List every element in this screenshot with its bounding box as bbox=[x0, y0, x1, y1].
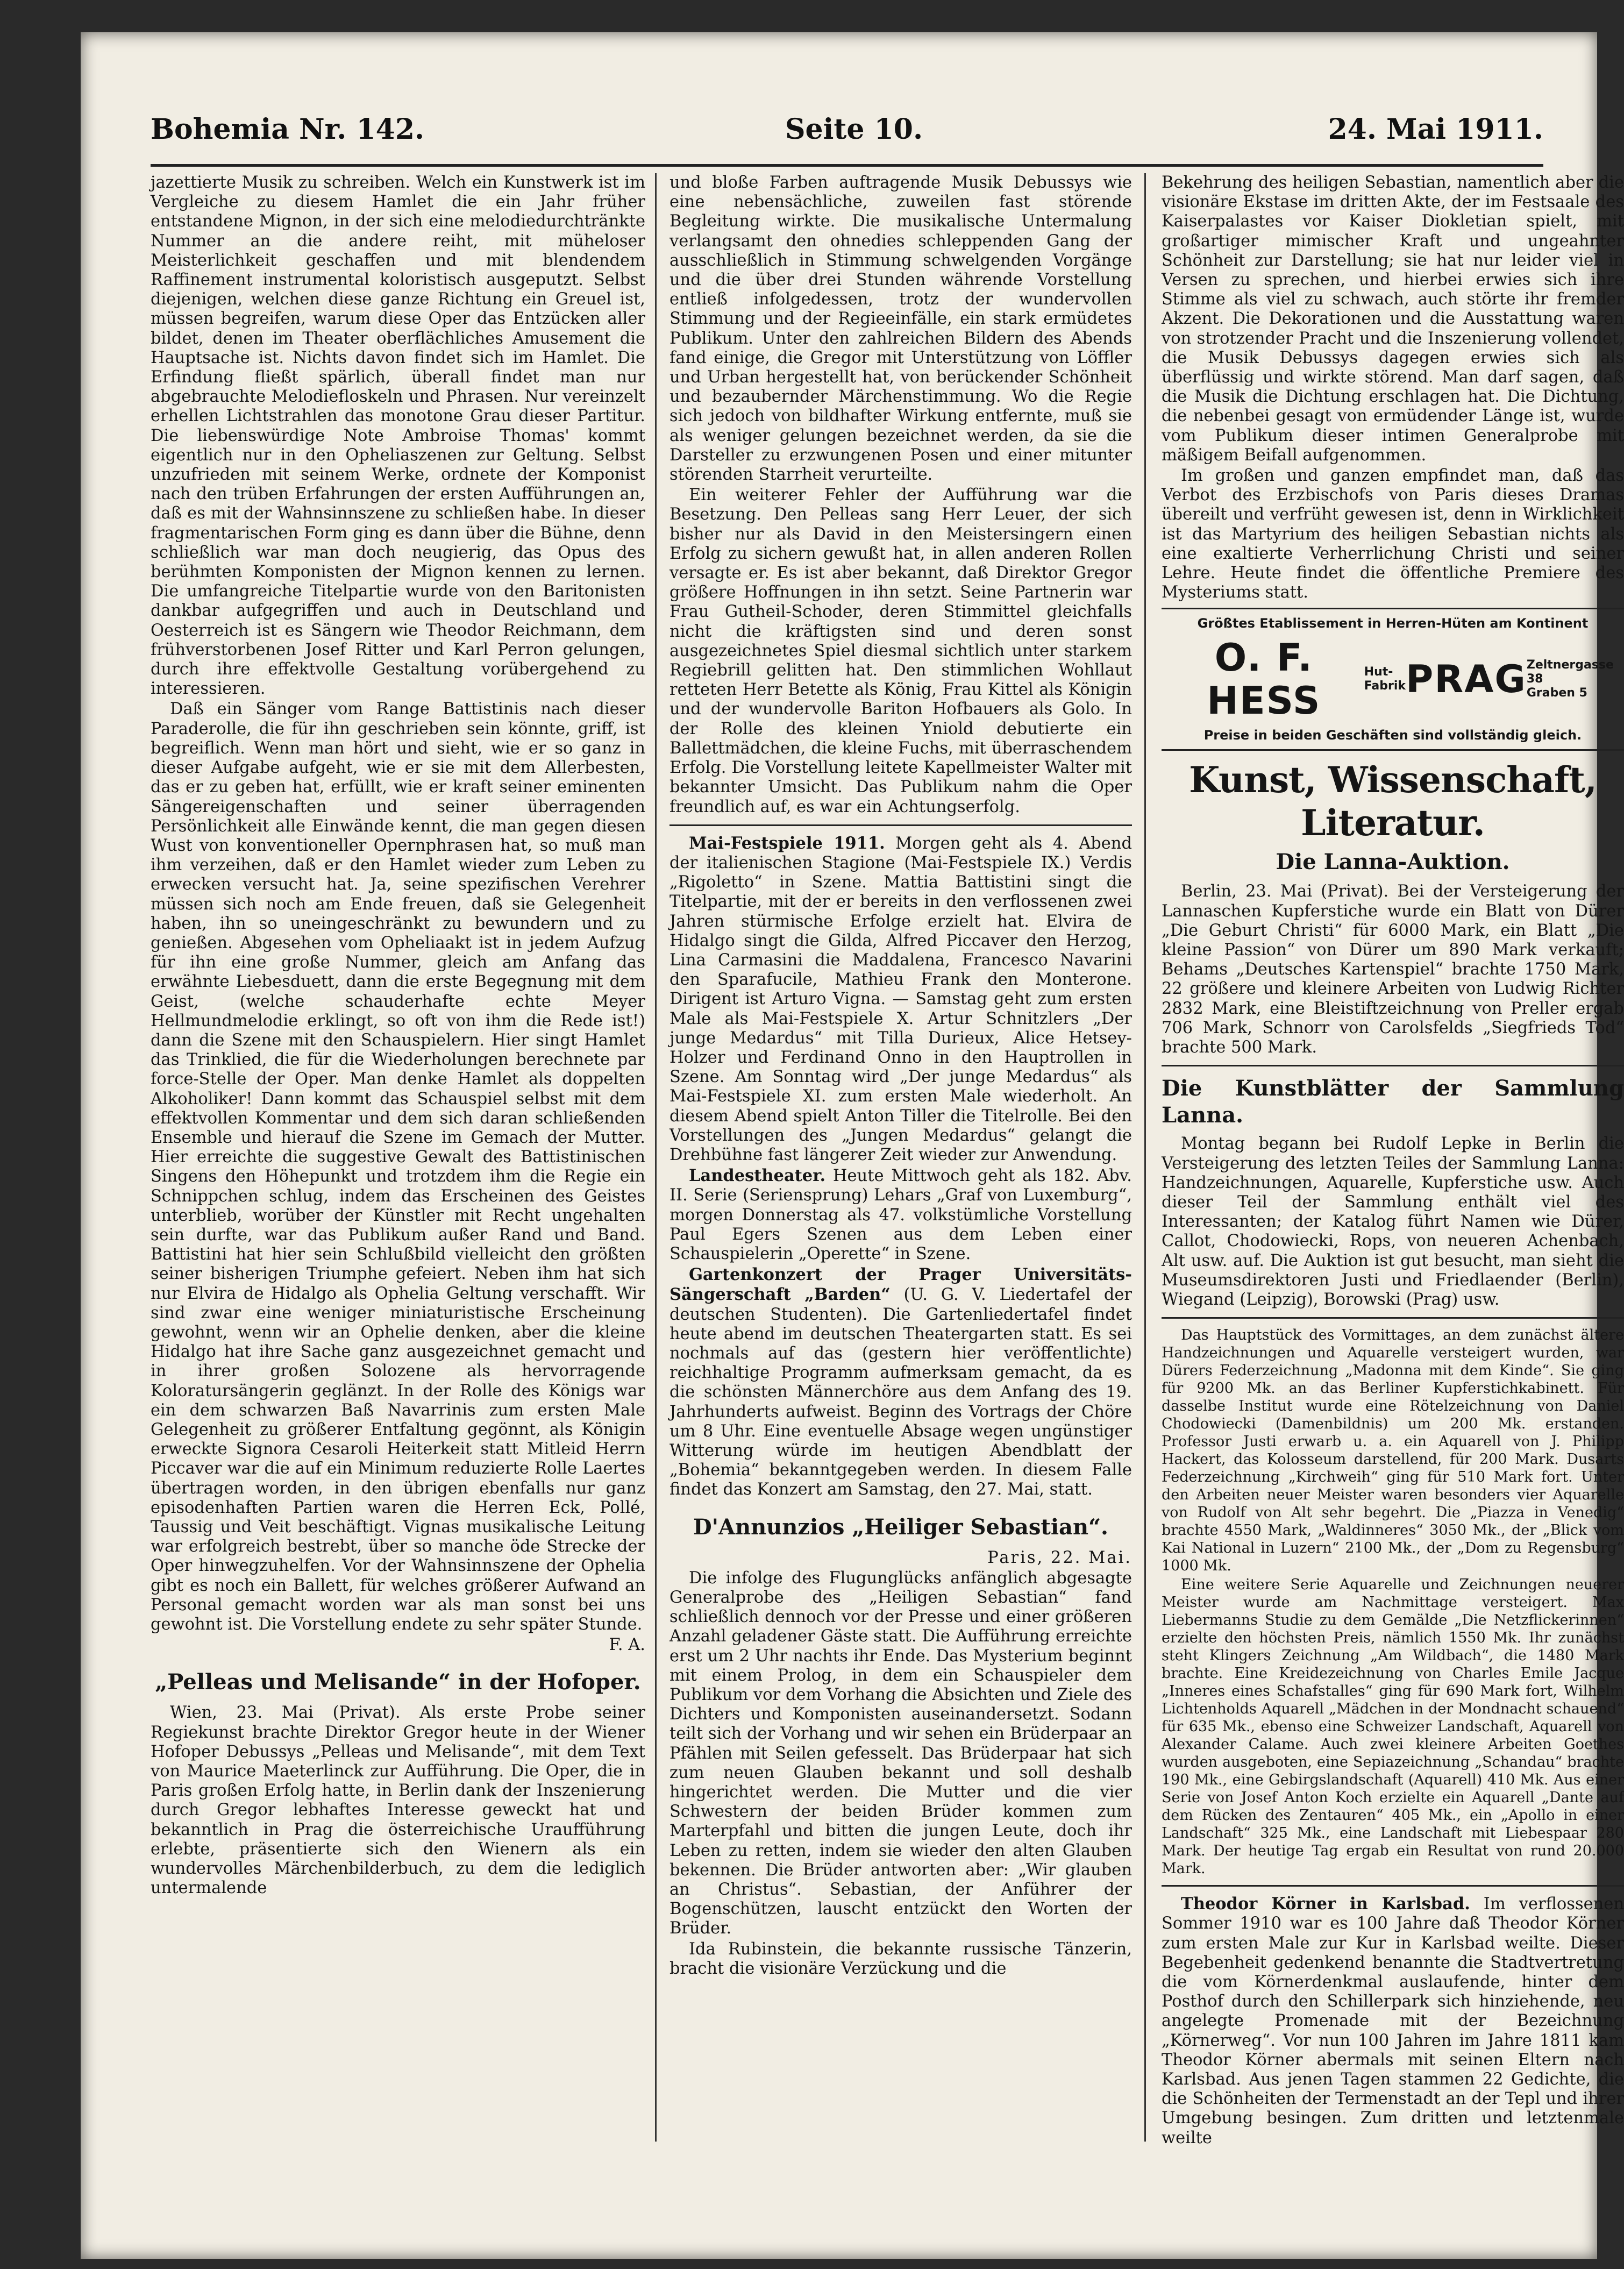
column-1 bbox=[151, 173, 645, 2142]
ad-address-1: Zeltnergasse 38 bbox=[1526, 658, 1614, 686]
article-title-kunstblaetter: Die Kunstblätter der Sammlung Lanna. bbox=[1162, 1076, 1624, 1128]
section-rule bbox=[1162, 1885, 1624, 1887]
newspaper-page bbox=[81, 32, 1624, 2259]
column-divider bbox=[1144, 173, 1146, 2142]
news-item-gartenkonzert bbox=[669, 1265, 1132, 1499]
article-paragraph: Ida Rubinstein, die bekannte russische Tänzerin, bracht die visionäre Verzückung und die bbox=[669, 1939, 1132, 1978]
news-item-text: Heute Mittwoch geht als 182. Abv. II. Serie (Seriensprung) Lehars „Graf von Luxemburg“, morgen Donnerstag als 47. volkstümliche Vorstellung Paul Egers Szenen aus dem Leben einer Schauspielerin „Operette“ in Szene. bbox=[669, 1166, 1132, 1263]
news-item-title: Mai-Festspiele 1911. bbox=[689, 833, 885, 853]
header-left: Bohemia Nr. 142. bbox=[151, 113, 425, 146]
column-3 bbox=[1162, 173, 1624, 2163]
column-divider bbox=[655, 173, 657, 2142]
column-2 bbox=[669, 173, 1132, 2163]
article-paragraph: Daß ein Sänger vom Range Battistinis nach dieser Paraderolle, die für ihn geschrieben sein könnte, griff, ist begreiflich. Wenn man hört und sieht, wie er so ganz in dieser Aufgabe aufgeht, wie er sie mit dem Allerbesten, das er zu geben hat, erfüllt, wie er kraft seiner eminenten Sängereigenschaften und seiner überragenden Persönlichkeit alle Einwände kennt, die man gegen diesen Wust von konventioneller Opernphrasen hat, so muß man ihm verzeihen, daß er den Hamlet wieder zum Leben zu erwecken versucht hat. Ja, seine spezifischen Verehrer müssen sich noch am Ende freuen, daß sie Gelegenheit haben, ihn so uneingeschränkt zu bewundern und zu genießen. Abgesehen vom Opheliaakt ist in jedem Aufzug für ihn eine große Nummer, gleich am Anfang das erwähnte Liebesduett, dann die erste Begegnung mit dem Geist, (welche schauderhafte echte Meyer Hellmundmelodie erklingt, so oft von ihm die Rede ist!) dann die Szene mit den Schauspielern. Hier singt Hamlet das Trinklied, die für die Wiederholungen berechnete par force-Stelle der Oper. Man denke Hamlet als doppelten Alkoholiker! Dann kommt das Schauspiel selbst mit dem effektvollen Kommentar und dem sich daran schließenden Ensemble und hierauf die Szene im Gemach der Mutter. Hier erreichte die suggestive Gewalt des Battistinischen Singens den Höhepunkt und trotzdem ihm die Regie ein Schnippchen schlug, indem das Erscheinen des Geistes unterblieb, worüber der Künstler mit Recht ungehalten sein durfte, war das Publikum außer Rand und Band. Battistini hat hier sein Schlußbild vielleicht den größten seiner bisherigen Triumphe gefeiert. Neben ihm hat sich nur Elvira de Hidalgo als Ophelia Geltung verschafft. Wir sind zwar eine weniger miniaturistische Erscheinung gewohnt, wenn wir an Ophelie denken, aber die kleine Hidalgo hat ihre Sache ganz ausgezeichnet gemacht und in ihrer großen Solozene als hervorragende Koloratursängerin geglänzt. In der Rolle des Königs war ein dem schwarzen Baß Navarrinis zum ersten Male Gelegenheit zu größerer Entfaltung gegönnt, als Königin erweckte Signora Cesaroli Heiterkeit statt Mitleid Herrn Piccaver war die auf ein Minimum reduzierte Rolle Laertes übertragen worden, in den übrigen ebenfalls nur ganz episodenhaften Partien waren die Herren Eck, Pollé, Taussig und Veit beschäftigt. Vignas musikalische Leitung war erfolgreich bestrebt, über so manche öde Strecke der Oper hinwegzuhelfen. Vor der Wahnsinnszene der Ophelia gibt es noch ein Ballett, für welches größerer Aufwand an Personal gemacht worden war als man sonst bei uns gewohnt ist. Die Vorstellung endete zu sehr später Stunde. bbox=[151, 700, 645, 1634]
header-page-number: Seite 10. bbox=[785, 113, 923, 146]
header-rule bbox=[151, 164, 1543, 167]
ad-city: PRAG bbox=[1406, 657, 1527, 702]
advertisement-hess bbox=[1162, 608, 1624, 751]
section-rule bbox=[1162, 1317, 1624, 1319]
news-item-landestheater bbox=[669, 1166, 1132, 1264]
section-heading-kunst: Kunst, Wissenschaft, Literatur. bbox=[1189, 759, 1597, 844]
article-paragraph: Ein weiterer Fehler der Aufführung war die Besetzung. Den Pelleas sang Herr Leuer, der sich bisher nur als David in den Meistersingern einen Erfolg zu sichern gewußt hat, in allen anderen Rollen versagte er. Es ist aber bekannt, daß Direktor Gregor größere Hoffnungen in ihn setzt. Seine Partnerin war Frau Gutheil-Schoder, deren Stimmittel gleichfalls nicht die kräftigsten sind und deren sonst ausgezeichnetes Spiel diesmal sichtlich unter starkem Regiebrill gelitten hat. Den stimmlichen Wohllaut retteten Herr Betette als König, Frau Kittel als Königin und der wundervolle Bariton Hofbauers als Golo. In der Rolle des kleinen Yniold debutierte ein Ballettmädchen, die kleine Fuchs, mit überraschendem Erfolg. Die Vorstellung leitete Kapellmeister Walter mit bekannter Umsicht. Das Publikum nahm die Oper freundlich auf, es war ein Achtungserfolg. bbox=[669, 486, 1132, 816]
news-item-mai-festspiele bbox=[669, 834, 1132, 1165]
article-title-dannunzio: D'Annunzios „Heiliger Sebastian“. bbox=[693, 1514, 1108, 1540]
article-title-lanna-auktion: Die Lanna-Auktion. bbox=[1276, 849, 1510, 875]
news-item-title: Gartenkonzert der Prager Universitäts-Sängerschaft „Barden“ bbox=[669, 1265, 1132, 1305]
ad-company-type: Hut- Fabrik bbox=[1364, 665, 1406, 693]
article-paragraph: Im großen und ganzen empfindet man, daß das Verbot des Erzbischofs von Paris dieses Dramas übereilt und verfrüht gewesen ist, denn in Wirklichkeit ist das Martyrium des heiligen Sebastian nichts als eine exaltierte Verherrlichung Christi und seiner Lehre. Heute findet die öffentliche Premiere des Mysteriums statt. bbox=[1162, 466, 1624, 602]
article-paragraph: Eine weitere Serie Aquarelle und Zeichnungen neuerer Meister wurde am Nachmittage versteigert. Max Liebermanns Studie zu dem Gemälde „Die Netzflickerinnen“ erzielte den höchsten Preis, nämlich 1550 Mk. Ihr zunächst steht Klingers Zeichnung „Am Wildbach“, die 1480 Mark brachte. Eine Kreidezeichnung von Charles Emile Jacque „Inneres eines Schafstalles“ ging für 690 Mark fort, Wilhelm Lichtenholds Aquarell „Mädchen in der Mondnacht schauend“ für 635 Mk., ebenso eine Schweizer Landschaft, Aquarell von Alexander Calame. Auch zwei kleinere Arbeiten Goethes wurden ausgeboten, eine Sepiazeichnung „Schandau“ brachte 190 Mk., eine Gebirgslandschaft (Aquarell) 410 Mk. Aus einer Serie von Josef Anton Koch erzielte ein Aquarell „Dante auf dem Rücken des Zentauren“ 405 Mk., ein „Apollo in einer Landschaft“ 325 Mk., eine Landschaft mit Liebespaar 280 Mark. Der heutige Tag ergab ein Resultat von rund 20.000 Mark. bbox=[1162, 1576, 1624, 1877]
article-paragraph: jazettierte Musik zu schreiben. Welch ein Kunstwerk ist im Vergleiche zu diesem Hamlet die ein Jahr früher entstandene Mignon, in der sich eine melodiedurchtränkte Nummer an die andere reiht, mit müheloser Meisterlichkeit geschaffen und mit blendendem Raffinement instrumental koloristisch ausgeputzt. Selbst diejenigen, welchen diese ganze Richtung ein Greuel ist, müssen begreifen, warum diese Oper das Entzücken aller bildet, denen im Theater oberflächliches Amusement die Hauptsache ist. Nichts davon findet sich im Hamlet. Die Erfindung fließt spärlich, überall findet man nur abgebrauchte Melodiefloskeln und Phrasen. Nur vereinzelt erhellen Lichtstrahlen das monotone Grau dieser Partitur. Die liebenswürdige Note Ambroise Thomas' kommt eigentlich nur in den Opheliaszenen zur Geltung. Selbst unzufrieden mit seinem Werke, ordnete der Komponist nach den trüben Erfahrungen der ersten Aufführungen an, daß es mit der Wahnsinnszene zu schließen habe. In dieser fragmentarischen Form ging es dann über die Bühne, denn schließlich war man doch neugierig, das Opus des berühmten Komponisten der Mignon kennen zu lernen. Die umfangreiche Titelpartie wurde von den Baritonisten dankbar aufgegriffen und auch in Deutschland und Oesterreich ist es Sängern wie Theodor Reichmann, dem frühverstorbenen Josef Ritter und Karl Perron gelungen, durch ihre effektvolle Gestaltung vorübergehend zu interessieren. bbox=[151, 173, 645, 699]
page-header bbox=[151, 113, 1543, 161]
news-item-text: Morgen geht als 4. Abend der italienischen Stagione (Mai-Festspiele IX.) Verdis „Rigoletto“ in Szene. Mattia Battistini singt die Titelpartie, mit der er bereits in den verflossenen zwei Jahren stürmische Erfolge erzielt hat. Elvira de Hidalgo singt die Gilda, Alfred Piccaver den Herzog, Lina Carmasini die Maddalena, Francesco Navarini den Sparafucile, Mathieu Frank den Monterone. Dirigent ist Arturo Vigna. — Samstag geht zum ersten Male als Mai-Festspiele X. Artur Schnitzlers „Der junge Medardus“ mit Tilla Durieux, Alice Hetsey-Holzer und Ferdinand Onno in den Hauptrollen in Szene. Am Sonntag wird „Der junge Medardus“ als Mai-Festspiele XI. zum ersten Male wiederholt. An diesem Abend spielt Anton Tiller die Titelrolle. Bei den Vorstellungen des „Jungen Medardus“ gelangt die Drehbühne fast längerer Zeit wieder zur Anwendung. bbox=[669, 834, 1132, 1164]
section-rule bbox=[1162, 1065, 1624, 1066]
article-paragraph: Die infolge des Flugunglücks anfänglich abgesagte Generalprobe des „Heiligen Sebastian“ fand schließlich dennoch vor der Presse und einer größeren Anzahl geladener Gäste statt. Die Aufführung erreichte erst um 2 Uhr nachts ihr Ende. Das Mysterium beginnt mit einem Prolog, in dem ein Schauspieler dem Publikum vor dem Vorhang die Absichten und Ziele des Dichters und Komponisten auseinandersetzt. Sodann teilt sich der Vorhang und wir sehen ein Brüderpaar an Pfählen mit Seilen gefesselt. Das Brüderpaar hat sich zum neuen Glauben bekannt und soll deshalb hingerichtet werden. Die Mutter und die vier Schwestern der beiden Brüder kommen zum Marterpfahl und bitten die jungen Leute, doch ihr Leben zu retten, indem sie wieder den alten Glauben bekennen. Die Brüder antworten aber: „Wir glauben an Christus“. Sebastian, der Anführer der Bogenschützen, lauscht entzückt den Worten der Brüder. bbox=[669, 1568, 1132, 1938]
ad-body bbox=[1164, 636, 1622, 722]
article-paragraph: und bloße Farben auftragende Musik Debussys wie eine nebensächliche, zuweilen fast störende Begleitung wirkte. Die musikalische Untermalung verlangsamt den ohnedies schleppenden Gang der ausschließlich in Stimmung schwelgenden Vorgänge und die über drei Stunden währende Vorstellung entließ infolgedessen, trotz der wundervollen Stimmung und der Regieeinfälle, ein stark ermüdetes Publikum. Unter den zahlreichen Bildern des Abends fand einige, die Gregor mit Unterstützung von Löffler und Urban hergestellt hat, von berückender Schönheit und bezaubernder Märchenstimmung. Wo die Regie sich jedoch von bildhafter Wirkung entfernte, muß sie als weniger gelungen bezeichnet werden, da sie die Darsteller zu erzwungenen Posen und einer mitunter störenden Starrheit verurteilte. bbox=[669, 173, 1132, 485]
news-item-title: Landestheater. bbox=[689, 1166, 826, 1186]
section-rule bbox=[669, 824, 1132, 826]
article-dateline: Paris, 22. Mai. bbox=[987, 1548, 1132, 1567]
article-signature: F. A. bbox=[609, 1635, 645, 1655]
ad-addresses bbox=[1527, 658, 1622, 700]
article-paragraph: Das Hauptstück des Vormittages, an dem zunächst ältere Handzeichnungen und Aquarelle versteigert wurden, war Dürers Federzeichnung „Madonna mit dem Kinde“. Sie ging für 9200 Mk. an das Berliner Kupferstichkabinett. Für dasselbe Institut wurde eine Rötelzeichnung von Daniel Chodowiecki (Damenbildnis) um 200 Mk. erstanden. Professor Justi erwarb u. a. ein Aquarell von J. Philipp Hackert, das Kolosseum darstellend, für 200 Mark. Dusarts Federzeichnung „Kirchweih“ ging für 510 Mark fort. Unter den Arbeiten neuer Meister waren besonders vier Aquarelle von Rudolf von Alt sehr begehrt. Die „Piazza in Venedig“ brachte 4550 Mark, „Waldinneres“ 3050 Mk., der „Blick vom Kai National in Luzern“ 2100 Mk., der „Dom zu Regensburg“ 1000 Mk. bbox=[1162, 1327, 1624, 1575]
ad-company-name: O. F. HESS bbox=[1207, 636, 1321, 723]
article-paragraph: Bekehrung des heiligen Sebastian, namentlich aber die visionäre Ekstase im dritten Akte, der im Festsaale des Kaiserpalastes vor Kaiser Diokletian spielt, mit großartiger mimischer Kraft und ungeahnter Schönheit zur Darstellung; sie hat nur leider viel in Versen zu sprechen, und hierbei erwies sich ihre Stimme als viel zu schwach, auch störte ihr fremder Akzent. Die Dekorationen und die Ausstattung waren von strotzender Pracht und die Inszenierung vollendet, die Musik Debussys dagegen erwies sich als überflüssig und wirkte störend. Man darf sagen, daß die Musik die Dichtung erschlagen hat. Die Dichtung, die nebenbei gesagt von ermüdender Länge ist, wurde vom Publikum dieser intimen Generalprobe mit mäßigem Beifall aufgenommen. bbox=[1162, 173, 1624, 465]
news-item-koerner bbox=[1162, 1894, 1624, 2148]
news-item-title: Theodor Körner in Karlsbad. bbox=[1181, 1894, 1470, 1914]
header-date: 24. Mai 1911. bbox=[1328, 113, 1543, 146]
article-title-pelleas: „Pelleas und Melisande“ in der Hofoper. bbox=[155, 1669, 641, 1695]
article-paragraph: Berlin, 23. Mai (Privat). Bei der Versteigerung der Lannaschen Kupferstiche wurde ein Blatt von Dürer „Die Geburt Christi“ für 6000 Mark, ein Blatt „Die kleine Passion“ von Dürer um 890 Mark verkauft; Behams „Deutsches Kartenspiel“ brachte 1750 Mark, 22 größere und kleinere Arbeiten von Ludwig Richter 2832 Mark, eine Bleistiftzeichnung von Preller ergab 706 Mark, Schnorr von Carolsfelds „Siegfrieds Tod“ brachte 500 Mark. bbox=[1162, 882, 1624, 1057]
ad-price-note: Preise in beiden Geschäften sind vollständig gleich. bbox=[1203, 728, 1582, 743]
article-paragraph: Montag begann bei Rudolf Lepke in Berlin die Versteigerung des letzten Teiles der Sammlung Lanna: Handzeichnungen, Aquarelle, Kupferstiche usw. Auch dieser Teil der Sammlung enthält viel des Interessanten; der Katalog führt Namen wie Dürer, Callot, Chodowiecki, Rops, von neueren Achenbach, Alt usw. auf. Die Auktion ist gut besucht, man sieht die Museumsdirektoren Justi und Friedlaender (Berlin), Wiegand (Leipzig), Borowski (Prag) usw. bbox=[1162, 1134, 1624, 1309]
article-paragraph: Wien, 23. Mai (Privat). Als erste Probe seiner Regiekunst brachte Direktor Gregor heute in der Wiener Hofoper Debussys „Pelleas und Melisande“, mit dem Text von Maurice Maeterlinck zur Aufführung. Die Oper, die in Paris großen Erfolg hatte, in Berlin dank der Inszenierung durch Gregor lebhaftes Interesse geweckt hat und bekanntlich in Prag die österreichische Uraufführung erlebte, präsentierte sich den Wienern als ein wundervolles Märchenbilderbuch, zu dem die lediglich untermalende bbox=[151, 1703, 645, 1898]
ad-tagline: Größtes Etablissement in Herren-Hüten am Kontinent bbox=[1197, 616, 1589, 631]
news-item-text: Im verflossenen Sommer 1910 war es 100 Jahre daß Theodor Körner zum ersten Male zur Kur in Karlsbad weilte. Dieser Begebenheit gedenkend benannte die Stadtvertretung die vom Körnerdenkmal auslaufende, hinter dem Posthof durch den Schillerpark sich hinziehende, neu angelegte Promenade mit der Bezeichnung „Körnerweg“. Vor nun 100 Jahren im Jahre 1811 kam Theodor Körner abermals mit seinen Eltern nach Karlsbad. Aus jenen Tagen stammen 22 Gedichte, die die Schönheiten der Termenstadt an der Tepl und ihrer Umgebung besingen. Zum dritten und letztenmale weilte bbox=[1162, 1895, 1624, 2147]
news-item-text: (U. G. V. Liedertafel der deutschen Studenten). Die Gartenliedertafel findet heute abend im deutschen Theatergarten statt. Es sei nochmals auf das (gestern hier veröffentlichte) reichhaltige Programm aufmerksam gemacht, da es die schönsten Männerchöre aus dem Anfang des 19. Jahrhunderts aufweist. Beginn des Vortrags der Chöre um 8 Uhr. Eine eventuelle Absage wegen ungünstiger Witterung würde im heutigen Abendblatt der „Bohemia“ bekanntgegeben werden. In diesem Falle findet das Konzert am Samstag, den 27. Mai, statt. bbox=[669, 1285, 1132, 1499]
ad-address-2: Graben 5 bbox=[1526, 686, 1587, 700]
